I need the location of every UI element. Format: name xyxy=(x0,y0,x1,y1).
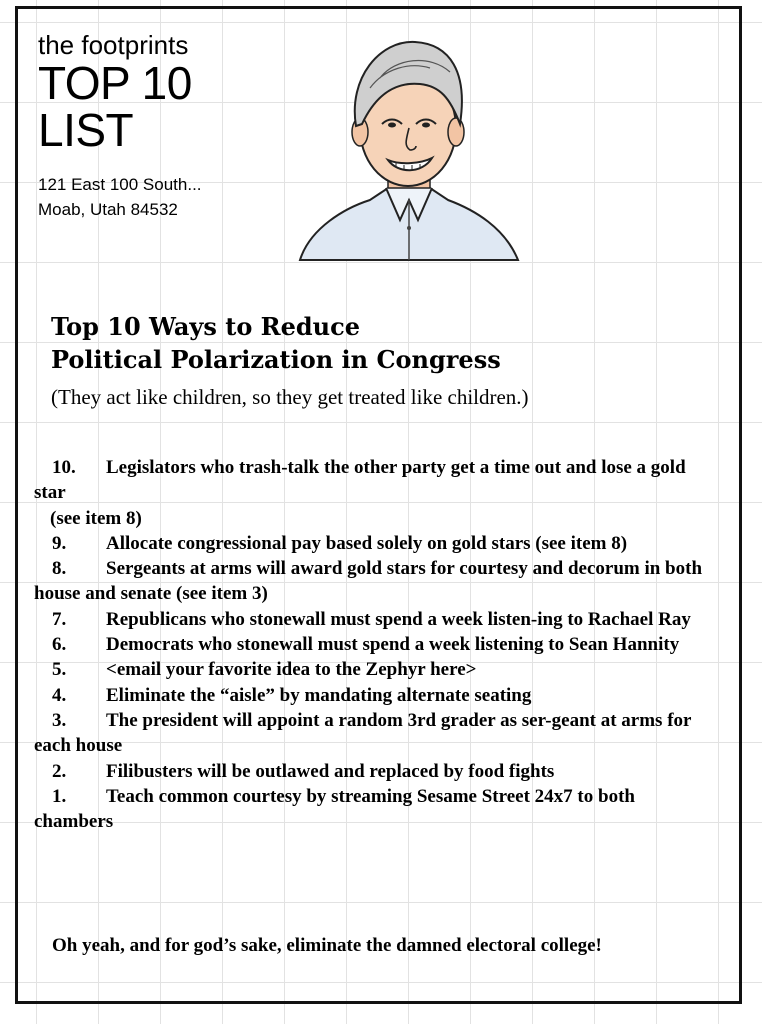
brand-title-line1: TOP 10 xyxy=(38,57,192,109)
list-item-note: (see item 8) xyxy=(50,507,142,529)
address-line2: Moab, Utah 84532 xyxy=(38,200,178,219)
list-item xyxy=(34,683,714,708)
list-item xyxy=(34,784,714,835)
list-item-text: Republicans who stonewall must spend a week listen-ing to Rachael Ray xyxy=(106,608,691,630)
list-item xyxy=(34,556,714,607)
list-item-text: Democrats who stonewall must spend a week listening to Sean Hannity xyxy=(106,634,680,656)
top-ten-list xyxy=(34,455,714,834)
list-item-number: 9. xyxy=(52,532,67,554)
list-item-text: Sergeants at arms will award gold stars for courtesy and decorum in both house and senate (see item 3) xyxy=(34,558,703,605)
article-title-line2: Political Polarization in Congress xyxy=(51,345,501,374)
list-item-number: 2. xyxy=(52,760,67,782)
list-item-text: Legislators who trash-talk the other party get a time out and lose a gold star xyxy=(34,457,686,504)
article-title-line1: Top 10 Ways to Reduce xyxy=(51,312,361,341)
list-item-number: 6. xyxy=(52,634,67,656)
list-item-text: Filibusters will be outlawed and replaced by food fights xyxy=(106,760,555,782)
list-item-number: 8. xyxy=(52,558,67,580)
list-item xyxy=(34,607,714,632)
list-item-number: 3. xyxy=(52,709,67,731)
list-item-text: <email your favorite idea to the Zephyr here> xyxy=(106,659,477,681)
list-item-text: Teach common courtesy by streaming Sesame Street 24x7 to both chambers xyxy=(34,785,635,833)
list-item xyxy=(34,632,714,657)
list-item xyxy=(34,657,714,682)
list-item-number: 7. xyxy=(52,608,67,630)
list-item-text: Eliminate the “aisle” by mandating alternate seating xyxy=(106,684,532,706)
list-item-number: 1. xyxy=(52,785,67,807)
list-item-number: 5. xyxy=(52,659,67,681)
brand-subtitle: the footprints xyxy=(38,30,189,60)
list-item-number: 4. xyxy=(52,684,67,706)
list-item xyxy=(34,531,714,556)
article-title xyxy=(51,310,711,376)
brand-block xyxy=(38,30,202,222)
address-line1: 121 East 100 South... xyxy=(38,175,202,194)
list-item-text: The president will appoint a random 3rd grader as ser-geant at arms for each house xyxy=(34,709,692,757)
list-item xyxy=(34,708,714,759)
closing-remark: Oh yeah, and for god’s sake, eliminate the damned electoral college! xyxy=(52,935,602,956)
list-item-text: Allocate congressional pay based solely on gold stars (see item 8) xyxy=(106,532,628,554)
brand-title-line2: LIST xyxy=(38,104,134,156)
sketched-man-portrait-icon xyxy=(290,28,530,268)
article-tagline: (They act like children, so they get treated like children.) xyxy=(51,385,529,409)
list-item xyxy=(34,759,714,784)
list-item-number: 10. xyxy=(52,457,76,478)
list-item xyxy=(34,455,714,531)
